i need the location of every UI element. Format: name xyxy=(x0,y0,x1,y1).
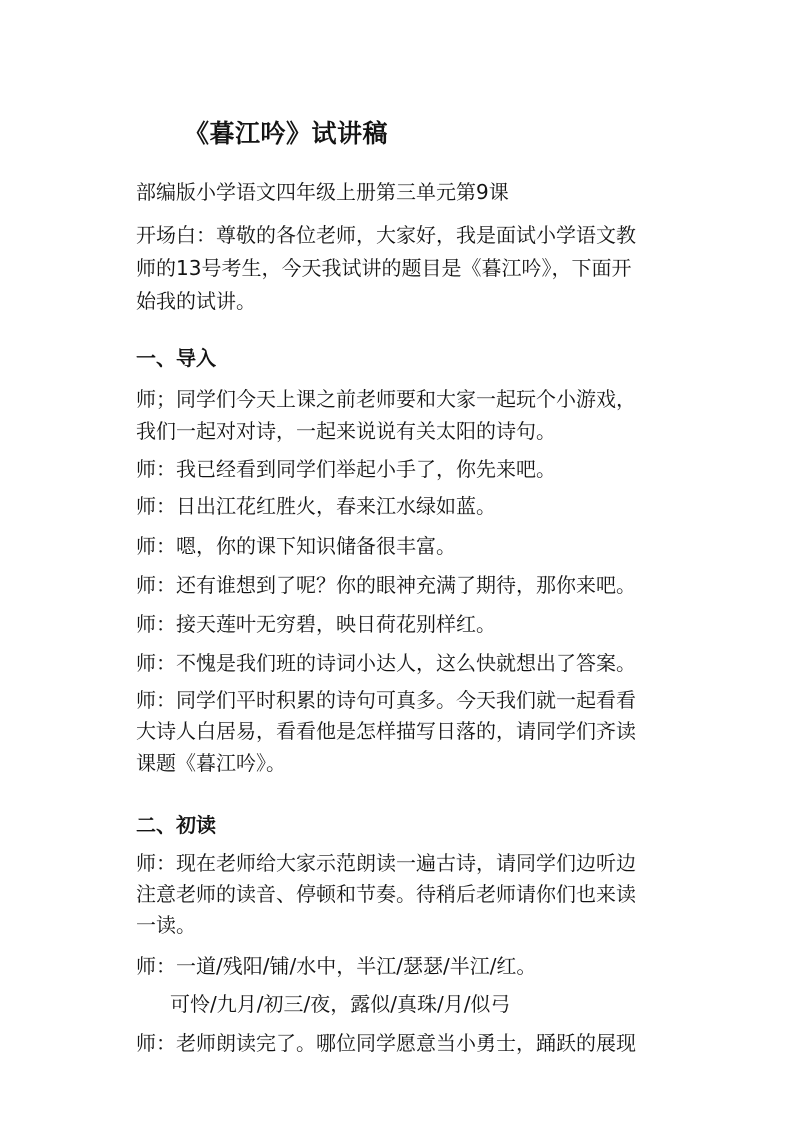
section1-line: 师：日出江花红胜火，春来江水绿如蓝。 xyxy=(136,494,496,518)
section1-line: 师：我已经看到同学们举起小手了，你先来吧。 xyxy=(136,457,556,481)
poem-line-1: 师：一道/残阳/铺/水中，半江/瑟瑟/半江/红。 xyxy=(136,954,537,978)
section1-line: 师；同学们今天上课之前老师要和大家一起玩个小游戏， xyxy=(136,387,636,411)
opening-line-3: 始我的试讲。 xyxy=(136,289,256,313)
section2-line: 一读。 xyxy=(136,913,196,937)
section-heading-first-reading: 二、初读 xyxy=(136,813,216,837)
section2-line: 师：老师朗读完了。哪位同学愿意当小勇士，踊跃的展现 xyxy=(136,1031,636,1055)
poem-line-2: 可怜/九月/初三/夜，露似/真珠/月/似弓 xyxy=(170,992,511,1016)
section2-line: 师：现在老师给大家示范朗读一遍古诗，请同学们边听边 xyxy=(136,851,636,875)
subtitle: 部编版小学语文四年级上册第三单元第9课 xyxy=(136,180,509,204)
section1-line: 师：接天莲叶无穷碧，映日荷花别样红。 xyxy=(136,612,496,636)
section1-line: 师：嗯，你的课下知识储备很丰富。 xyxy=(136,534,456,558)
section1-line: 课题《暮江吟》。 xyxy=(136,751,286,775)
section1-line: 我们一起对对诗，一起来说说有关太阳的诗句。 xyxy=(136,419,556,443)
section1-line: 大诗人白居易，看看他是怎样描写日落的，请同学们齐读 xyxy=(136,719,636,743)
section-heading-intro: 一、导入 xyxy=(136,346,216,370)
opening-line-1: 开场白：尊敬的各位老师，大家好，我是面试小学语文教 xyxy=(136,223,636,247)
section2-line: 注意老师的读音、停顿和节奏。待稍后老师请你们也来读 xyxy=(136,882,636,906)
document-title: 《暮江吟》试讲稿 xyxy=(184,119,389,148)
section1-line: 师：还有谁想到了呢？你的眼神充满了期待，那你来吧。 xyxy=(136,573,636,597)
opening-line-2: 师的13号考生，今天我试讲的题目是《暮江吟》，下面开 xyxy=(136,256,632,280)
section1-line: 师：同学们平时积累的诗句可真多。今天我们就一起看看 xyxy=(136,688,636,712)
section1-line: 师：不愧是我们班的诗词小达人，这么快就想出了答案。 xyxy=(136,651,636,675)
